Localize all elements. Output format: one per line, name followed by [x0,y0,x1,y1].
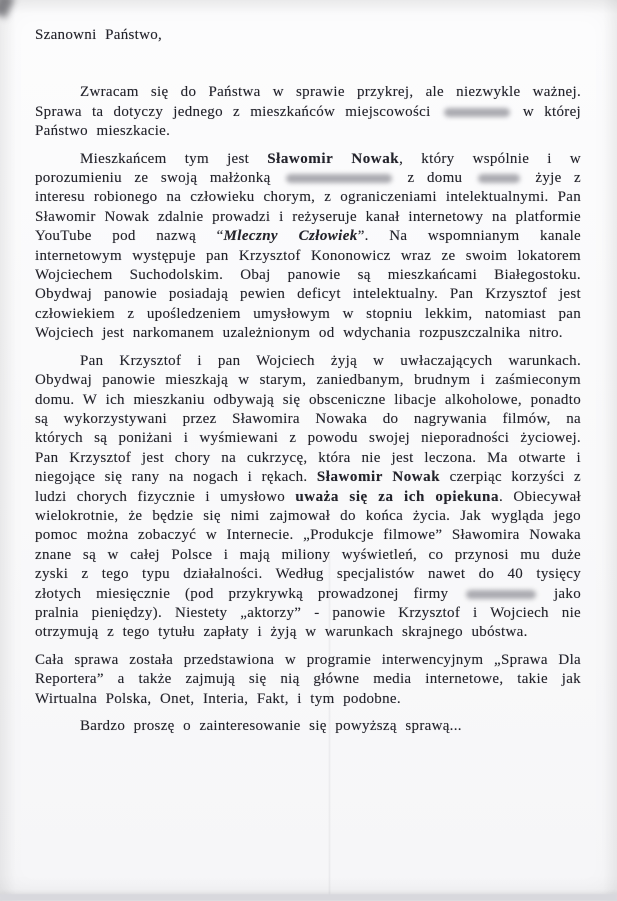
paragraph [35,352,581,643]
letter-text: ”. Na wspomnianym kanale internetowym występuje pan Krzysztof Kononowicz wraz ze swoim lokatorem Wojciechem Suchodolskim. Obaj panowie są mieszkańcami Białegostoku. Obydwaj panowie posiadają pewien deficyt intelektualny. Pan Krzysztof jest człowiekiem z upośledzeniem umysłowym w stopniu lekkim, natomiast pan Wojciech jest narkomanem uzależnionym od wdychania rozpuszczalnika nitro. [35,228,581,342]
paragraph [35,150,581,344]
redaction-blur [286,174,392,183]
letter-body [35,26,581,736]
letter-text: Pan Krzysztof i pan Wojciech żyją w uwłaczających warunkach. Obydwaj panowie mieszkają w starym, zaniedbanym, brudnym i zaśmieconym domu. W ich mieszkaniu odbywają się obsceniczne libacje alkoholowe, ponadto są wykorzystywani przez Sławomira Nowaka do nagrywania filmów, na których są poniżani i wyśmiewani z powodu swojej nieporadności życiowej. Pan Krzysztof jest chory na cukrzycę, która nie jest leczona. Ma otwarte i niegojące się rany na nogach i rękach. [35,352,581,486]
letter-text-emphasis: Sławomir Nowak [267,150,400,167]
redaction-blur [444,108,510,117]
letter-text: Mieszkańcem tym jest [80,150,268,167]
salutation: Szanowni Państwo, [35,27,163,43]
letter-text: Cała sprawa została przedstawiona w programie interwencyjnym „Sprawa Dla Reportera” a także zajmują się nią główne media internetowe, takie jak Wirtualna Polska, Onet, Interia, Fakt, i tym podobne. [35,651,581,707]
letter-text: czerpiąc korzyści z ludzi chorych fizycznie i umysłowo [35,469,581,505]
letter-text: z domu [395,170,475,187]
letter-text: Zwracam się do Państwa w sprawie przykrej, ale niezwykle ważnej. Sprawa ta dotyczy jednego z mieszkańców miejscowości [35,84,581,120]
letter-text: jako pralnia pieniędzy). Niestety „aktorzy” - panowie Krzysztof i Wojciech nie otrzymują z tego tytułu zapłaty i żyją w warunkach skrajnego ubóstwa. [35,585,581,641]
letter-text: , który wspólnie i w porozumieniu ze swoją małżonką [35,150,581,187]
paragraph [35,717,581,736]
scan-corner-smudge [0,0,15,18]
redaction-blur [466,590,536,599]
paragraph [35,651,581,709]
letter-text: w której Państwo mieszkacie. [35,103,581,140]
paragraph [35,83,581,141]
letter-text: . Obiecywał wielokrotnie, że będzie się nimi zajmował do końca życia. Jak wygląda jego pomoc można zobaczyć w Internecie. „Produkcje filmowe” Sławomira Nowaka znane są w całej Polsce i mają miliony wyświetleń, co przynosi mu duże zyski z tego typu działalności. Według specjalistów nawet do 40 tysięcy złotych miesięcznie (pod przykrywką prowadzonej firmy [35,488,581,602]
letter-text-emphasis: uważa się za ich opiekuna [295,488,499,505]
letter-text-emphasis: Sławomir Nowak [316,469,441,486]
scan-bottom-edge [0,894,617,901]
letter-text: żyje z interesu robionego na człowieku chorym, z ograniczeniami intelektualnymi. Pan Sławomir Nowak zdalnie prowadzi i reżyseruje kanał internetowy na platformie YouTube pod nazwą “ [35,170,581,245]
redaction-blur [478,174,520,183]
letter-text: Bardzo proszę o zainteresowanie się powyższą sprawą... [80,718,462,734]
letter-text-emphasis: Mleczny Człowiek [223,228,358,245]
